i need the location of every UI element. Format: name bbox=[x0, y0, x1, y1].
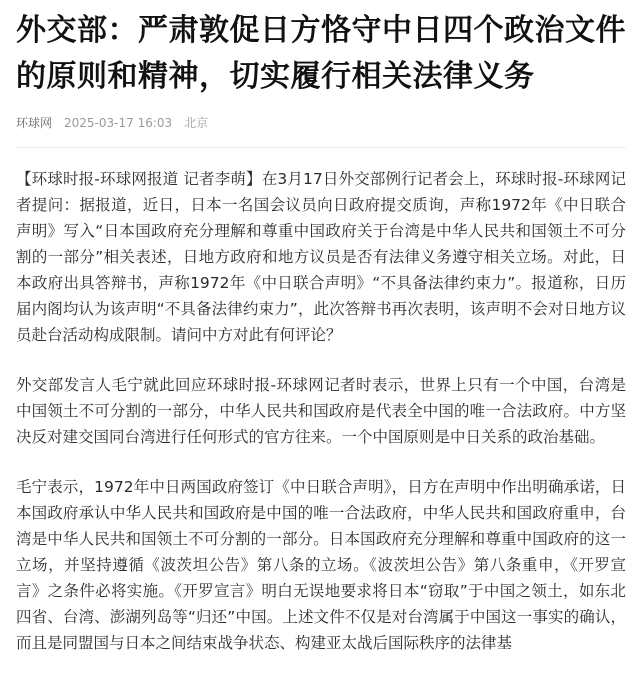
paragraph: 毛宁表示，1972年中日两国政府签订《中日联合声明》，日方在声明中作出明确承诺，日本国政府承认中华人民共和国政府是中国的唯一合法政府，中华人民共和国政府重申，台湾是中华人民共和国领土不可分割的一部分。日本国政府充分理解和尊重中国政府的这一立场，并坚持遵循《波茨坦公告》第八条的立场。《波茨坦公告》第八条重申，《开罗宣言》之条件必将实施。《开罗宣言》明白无误地要求将日本“窃取”于中国之领土，如东北四省、台湾、澎湖列岛等“归还”中国。上述文件不仅是对台湾属于中国这一事实的确认，而且是同盟国与日本之间结束战争状态、构建亚太战后国际秩序的法律基 bbox=[16, 478, 626, 652]
article-title: 外交部：严肃敦促日方恪守中日四个政治文件的原则和精神，切实履行相关法律义务 bbox=[16, 13, 626, 94]
paragraph: 外交部发言人毛宁就此回应环球时报-环球网记者时表示，世界上只有一个中国，台湾是中国领土不可分割的一部分，中华人民共和国政府是代表全中国的唯一合法政府。中方坚决反对建交国同台湾进行任何形式的官方往来。一个中国原则是中日关系的政治基础。 bbox=[16, 376, 626, 446]
article bbox=[0, 8, 640, 656]
article-body bbox=[16, 166, 626, 656]
paragraph: 【环球时报-环球网报道 记者李萌】在3月17日外交部例行记者会上，环球时报-环球网记者提问：据报道，近日，日本一名国会议员向日政府提交质询，声称1972年《中日联合声明》写入“日本国政府充分理解和尊重中国政府关于台湾是中华人民共和国领土不可分割的一部分”相关表述，日地方政府和地方议员是否有法律义务遵守相关立场。对此，日本政府出具答辩书，声称1972年《中日联合声明》“不具备法律约束力”。报道称，日历届内阁均认为该声明“不具备法律约束力”，此次答辩书再次表明，该声明不会对日地方议员赴台活动构成限制。请问中方对此有何评论？ bbox=[16, 170, 626, 344]
article-meta bbox=[16, 114, 626, 131]
article-location: 北京 bbox=[184, 116, 209, 130]
divider bbox=[16, 147, 626, 148]
article-source[interactable]: 环球网 bbox=[16, 116, 53, 130]
article-datetime: 2025-03-17 16:03 bbox=[64, 115, 173, 130]
